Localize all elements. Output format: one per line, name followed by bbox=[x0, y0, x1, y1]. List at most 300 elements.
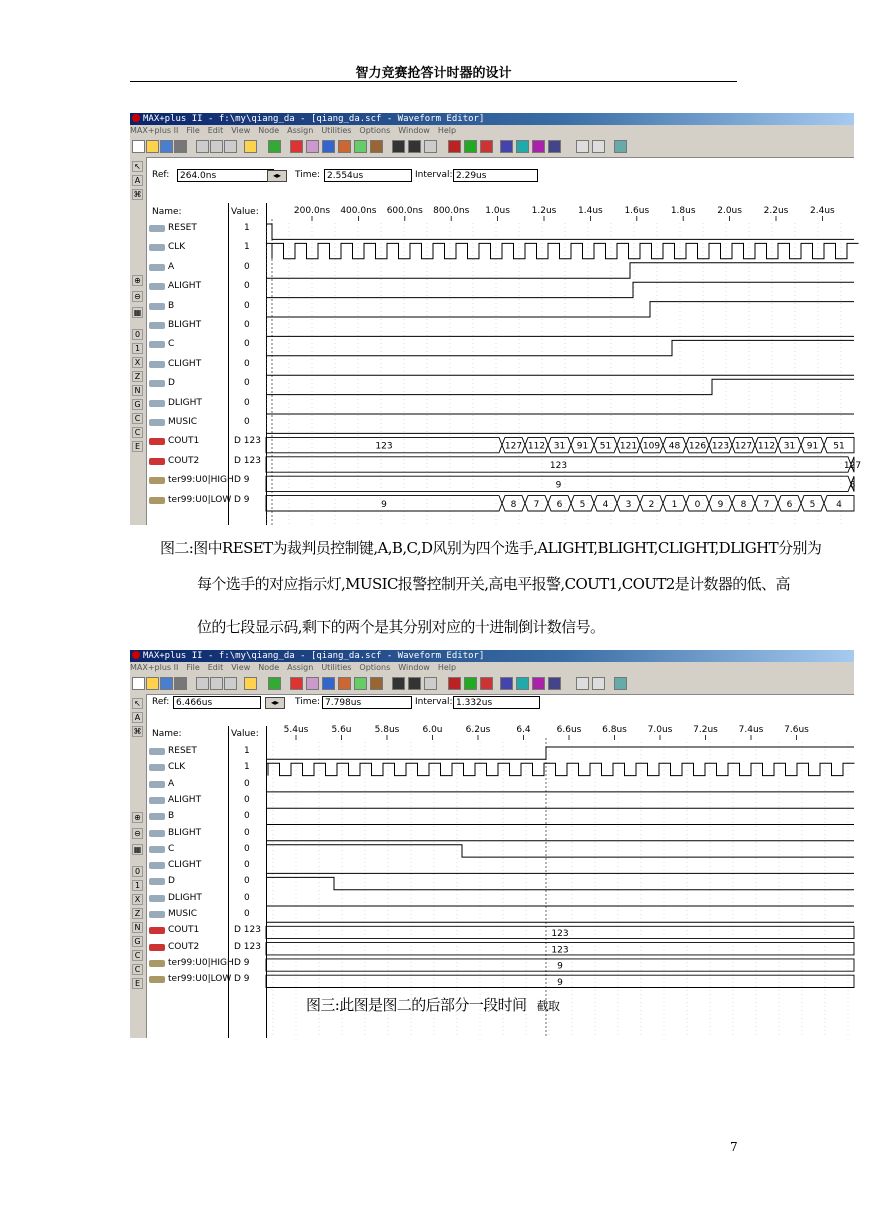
toolbar-button[interactable] bbox=[392, 140, 405, 153]
pin-icon bbox=[149, 380, 165, 387]
side-tool-icon[interactable]: E bbox=[132, 978, 143, 989]
toolbar-button[interactable] bbox=[196, 140, 209, 153]
toolbar-button[interactable] bbox=[480, 677, 493, 690]
bus-value-label: 31 bbox=[783, 441, 796, 452]
page-number: 7 bbox=[730, 1140, 738, 1154]
menu-item[interactable]: Assign bbox=[287, 663, 314, 672]
signal-name[interactable]: D bbox=[168, 378, 175, 389]
side-tool-icon[interactable]: ⊖ bbox=[132, 291, 143, 302]
toolbar-button[interactable] bbox=[448, 677, 461, 690]
side-tool-icon[interactable]: Z bbox=[132, 371, 143, 382]
time-tick-label: 5.6u bbox=[331, 725, 352, 735]
ref-arrows-button[interactable]: ◂▸ bbox=[265, 697, 285, 709]
name-header: Name: bbox=[152, 207, 182, 217]
toolbar-button[interactable] bbox=[338, 140, 351, 153]
page-header: 智力竞赛抢答计时器的设计 bbox=[355, 66, 512, 81]
bus-value-label: 127 bbox=[734, 441, 753, 452]
interval-field[interactable]: 1.332us bbox=[453, 696, 540, 709]
signal-value: 0 bbox=[244, 300, 250, 311]
toolbar-button[interactable] bbox=[224, 677, 237, 690]
time-tick-label: 600.0ns bbox=[386, 206, 423, 216]
toolbar-button[interactable] bbox=[306, 140, 319, 153]
side-tool-icon[interactable]: Z bbox=[132, 908, 143, 919]
bus-value-label: 9 bbox=[557, 961, 563, 972]
toolbar-button[interactable] bbox=[424, 140, 437, 153]
clk-waveform bbox=[266, 243, 859, 258]
toolbar bbox=[130, 137, 854, 158]
pin-icon bbox=[149, 830, 165, 837]
menu-item[interactable]: Help bbox=[437, 126, 457, 135]
signal-name[interactable]: COUT2 bbox=[168, 455, 200, 466]
toolbar-button[interactable] bbox=[132, 677, 145, 690]
name-column bbox=[146, 726, 234, 1038]
toolbar-button[interactable] bbox=[532, 677, 545, 690]
menu-item[interactable]: Window bbox=[398, 126, 430, 135]
interval-field[interactable]: 2.29us bbox=[453, 169, 538, 182]
toolbar-button[interactable] bbox=[370, 140, 383, 153]
pin-icon bbox=[149, 764, 165, 771]
bus-value-label: 8 bbox=[510, 499, 517, 510]
pin-icon bbox=[149, 419, 165, 426]
toolbar-button[interactable] bbox=[516, 677, 529, 690]
pin-icon bbox=[149, 264, 165, 271]
bus-value-label: 126 bbox=[688, 441, 707, 452]
side-tool-icon[interactable]: C bbox=[132, 964, 143, 975]
signal-value: 0 bbox=[244, 358, 250, 369]
toolbar-button[interactable] bbox=[548, 677, 561, 690]
signal-waveform bbox=[266, 379, 854, 394]
toolbar-button[interactable] bbox=[500, 677, 513, 690]
menu-item[interactable]: Utilities bbox=[321, 126, 352, 135]
time-tick-label: 7.2us bbox=[693, 725, 718, 735]
time-tick-label: 7.6us bbox=[784, 725, 809, 735]
ref-label: Ref: bbox=[152, 170, 170, 180]
value-header: Value: bbox=[231, 729, 259, 739]
side-tool-icon[interactable]: ⊕ bbox=[132, 812, 143, 823]
signal-waveform bbox=[266, 877, 854, 889]
signal-value: 0 bbox=[244, 876, 250, 887]
time-tick-label: 6.8us bbox=[602, 725, 627, 735]
signal-value: 0 bbox=[244, 339, 250, 350]
toolbar-button[interactable] bbox=[424, 677, 437, 690]
side-tool-icon[interactable]: G bbox=[132, 399, 143, 410]
signal-value: D 9 bbox=[234, 974, 250, 985]
toolbar-button[interactable] bbox=[160, 677, 173, 690]
menu-item[interactable]: Options bbox=[359, 126, 391, 135]
toolbar-button[interactable] bbox=[592, 677, 605, 690]
signal-name[interactable]: D bbox=[168, 876, 175, 887]
caption-line: 图二:图中RESET为裁判员控制键,A,B,C,D风别为四个选手,ALIGHT,BLIGHT,CLIGHT,DLIGHT分别为 bbox=[160, 539, 822, 557]
signal-waveform bbox=[266, 845, 854, 857]
signal-name[interactable]: DLIGHT bbox=[168, 892, 202, 903]
signal-name[interactable]: C bbox=[168, 339, 175, 350]
time-tick-label: 5.8us bbox=[374, 725, 400, 735]
menu-item[interactable]: Edit bbox=[207, 663, 224, 672]
signal-name[interactable]: A bbox=[168, 261, 175, 272]
side-tool-icon[interactable]: N bbox=[132, 385, 143, 396]
side-tool-icon[interactable]: N bbox=[132, 922, 143, 933]
toolbar-button[interactable] bbox=[210, 140, 223, 153]
interval-label: Interval: bbox=[415, 170, 453, 180]
signal-value: D 123 bbox=[234, 455, 261, 466]
pin-icon bbox=[149, 303, 165, 310]
bus-value-label: 123 bbox=[711, 441, 730, 452]
signal-name[interactable]: BLIGHT bbox=[168, 320, 202, 330]
signal-name[interactable]: CLK bbox=[168, 242, 186, 253]
signal-waveform bbox=[266, 302, 854, 317]
signal-value: 0 bbox=[244, 320, 250, 330]
signal-name[interactable]: CLIGHT bbox=[168, 860, 202, 871]
app-icon bbox=[132, 651, 140, 659]
menu-item[interactable]: File bbox=[186, 126, 200, 135]
value-header: Value: bbox=[231, 207, 259, 217]
side-tool-icon[interactable]: C bbox=[132, 413, 143, 424]
signal-waveform bbox=[266, 747, 854, 759]
bus-value-label: 5 bbox=[809, 499, 816, 510]
clk-waveform bbox=[266, 763, 855, 775]
pin-icon bbox=[149, 477, 165, 484]
menu-item[interactable]: MAX+plus II bbox=[130, 663, 179, 672]
side-tool-icon[interactable]: ⌘ bbox=[133, 190, 142, 199]
signal-name[interactable]: COUT1 bbox=[168, 925, 200, 936]
toolbar-button[interactable] bbox=[576, 140, 589, 153]
time-tick-label: 200.0ns bbox=[293, 206, 331, 216]
caption-line: 位的七段显示码,剩下的两个是其分别对应的十进制倒计数信号。 bbox=[197, 618, 605, 636]
side-tool-icon[interactable]: ▦ bbox=[133, 308, 142, 317]
time-tick-label: 1.6us bbox=[624, 206, 650, 216]
window-title: MAX+plus II - f:\my\qiang_da - [qiang_da.scf - Waveform Editor] bbox=[143, 114, 485, 124]
caption-text: 图三:此图是图二的后部分一段时间 bbox=[306, 996, 527, 1014]
pin-icon bbox=[149, 438, 165, 445]
time-tick-label: 5.4us bbox=[283, 725, 309, 735]
pin-icon bbox=[149, 283, 165, 290]
value-column bbox=[228, 726, 267, 1038]
time-tick-label: 1.0us bbox=[485, 206, 510, 216]
toolbar-button[interactable] bbox=[480, 140, 493, 153]
pin-icon bbox=[149, 813, 165, 820]
toolbar-button[interactable] bbox=[408, 677, 421, 690]
menu-item[interactable]: Edit bbox=[207, 126, 224, 135]
toolbar-button[interactable] bbox=[532, 140, 545, 153]
signal-value: 0 bbox=[244, 843, 250, 854]
signal-value: 1 bbox=[244, 242, 250, 253]
signal-value: 0 bbox=[244, 892, 250, 903]
waveform-area[interactable] bbox=[266, 726, 854, 1038]
side-tool-icon[interactable]: ⊕ bbox=[132, 275, 143, 286]
side-tool-icon[interactable]: C bbox=[132, 950, 143, 961]
menu-item[interactable]: Options bbox=[359, 663, 391, 672]
time-tick-label: 7.4us bbox=[738, 725, 764, 735]
waveform-svg bbox=[266, 726, 854, 1038]
signal-value: D 9 bbox=[234, 957, 250, 968]
signal-name[interactable]: ter99:U0|HIGH bbox=[168, 475, 234, 486]
bus-value-label: 9 bbox=[381, 499, 387, 510]
toolbar-button[interactable] bbox=[464, 677, 477, 690]
signal-name[interactable]: BLIGHT bbox=[168, 827, 202, 838]
toolbar-button[interactable] bbox=[244, 140, 257, 153]
toolbar-button[interactable] bbox=[306, 677, 319, 690]
toolbar-button[interactable] bbox=[370, 677, 383, 690]
bus-value-label: 0 bbox=[694, 499, 701, 510]
toolbar-button[interactable] bbox=[592, 140, 605, 153]
menu-item[interactable]: Assign bbox=[287, 126, 314, 135]
tool-sidebar bbox=[130, 694, 147, 1038]
signal-name[interactable]: RESET bbox=[168, 746, 197, 756]
bus-value-label: 91 bbox=[576, 441, 589, 452]
toolbar-button[interactable] bbox=[576, 677, 589, 690]
side-tool-icon[interactable]: 1 bbox=[132, 880, 143, 891]
bus-value-label: 123 bbox=[375, 441, 393, 452]
signal-name[interactable]: ter99:U0|LOW bbox=[168, 494, 232, 505]
pin-icon bbox=[149, 244, 165, 251]
ref-field[interactable]: 6.466us bbox=[173, 696, 261, 709]
app-icon bbox=[132, 114, 140, 122]
signal-value: 0 bbox=[244, 778, 250, 789]
side-tool-icon[interactable]: A bbox=[132, 712, 143, 723]
window-title-bar bbox=[130, 650, 854, 662]
pin-icon bbox=[149, 878, 165, 885]
bus-value-label: 4 bbox=[836, 499, 842, 510]
time-tick-label: 1.8us bbox=[670, 206, 696, 216]
waveform-area[interactable] bbox=[266, 203, 862, 525]
toolbar-button[interactable] bbox=[268, 677, 281, 690]
menu-item[interactable]: View bbox=[231, 126, 251, 135]
time-field[interactable]: 7.798us bbox=[322, 696, 412, 709]
pin-icon bbox=[149, 225, 165, 232]
bus-value-label: 9 bbox=[557, 977, 563, 988]
time-field[interactable]: 2.554us bbox=[324, 169, 412, 182]
signal-name[interactable]: ter99:U0|LOW bbox=[168, 974, 232, 985]
toolbar-button[interactable] bbox=[322, 677, 335, 690]
toolbar-button[interactable] bbox=[160, 140, 173, 153]
toolbar-button[interactable] bbox=[268, 140, 281, 153]
side-tool-icon[interactable]: ⊖ bbox=[132, 828, 143, 839]
toolbar-button[interactable] bbox=[354, 677, 367, 690]
signal-name[interactable]: DLIGHT bbox=[168, 397, 202, 408]
side-tool-icon[interactable]: X bbox=[132, 357, 143, 368]
signal-value: 0 bbox=[244, 417, 250, 427]
pin-icon bbox=[149, 458, 165, 465]
time-tick-label: 1.2us bbox=[531, 206, 557, 216]
menu-item[interactable]: MAX+plus II bbox=[130, 126, 179, 135]
bus-value-label: 127 bbox=[843, 461, 862, 471]
side-tool-icon[interactable]: A bbox=[132, 175, 143, 186]
toolbar-button[interactable] bbox=[174, 140, 187, 153]
side-tool-icon[interactable]: ↖ bbox=[132, 161, 143, 172]
signal-value: 0 bbox=[244, 811, 250, 822]
ref-arrows-button[interactable]: ◂▸ bbox=[267, 170, 287, 182]
bus-value-label: 48 bbox=[668, 441, 681, 452]
toolbar-button[interactable] bbox=[614, 677, 627, 690]
toolbar-button[interactable] bbox=[290, 140, 303, 153]
bus-value-label: 9 bbox=[555, 480, 562, 491]
bus-value-label: 9 bbox=[717, 499, 724, 510]
side-tool-icon[interactable]: X bbox=[132, 894, 143, 905]
name-column bbox=[146, 203, 234, 525]
bus-value-label: 31 bbox=[553, 441, 566, 452]
time-tick-label: 6.2us bbox=[465, 725, 491, 735]
menu-bar bbox=[130, 125, 854, 137]
time-tick-label: 6.6us bbox=[556, 725, 582, 735]
bus-value-label: 112 bbox=[527, 441, 546, 452]
toolbar-button[interactable] bbox=[500, 140, 513, 153]
bus-value-label: 112 bbox=[757, 441, 776, 452]
toolbar-button[interactable] bbox=[146, 140, 159, 153]
pin-icon bbox=[149, 846, 165, 853]
bus-value-label: 1 bbox=[671, 499, 678, 510]
signal-name[interactable]: ter99:U0|HIGH bbox=[168, 957, 234, 968]
pin-icon bbox=[149, 748, 165, 755]
menu-item[interactable]: Help bbox=[437, 663, 457, 672]
signal-value: 0 bbox=[244, 860, 250, 871]
toolbar-button[interactable] bbox=[196, 677, 209, 690]
signal-value: 0 bbox=[244, 909, 250, 919]
ref-field[interactable]: 264.0ns bbox=[177, 169, 274, 182]
pin-icon bbox=[149, 911, 165, 918]
toolbar-button[interactable] bbox=[146, 677, 159, 690]
bus-value-label: 123 bbox=[551, 928, 569, 939]
bus-value-label: 8 bbox=[740, 499, 747, 510]
time-label: Time: bbox=[295, 697, 321, 707]
time-tick-label: 6.0u bbox=[422, 725, 443, 735]
time-tick-label: 800.0ns bbox=[433, 206, 470, 216]
signal-name[interactable]: B bbox=[168, 300, 175, 311]
pin-icon bbox=[149, 862, 165, 869]
pin-icon bbox=[149, 927, 165, 934]
pin-icon bbox=[149, 400, 165, 407]
interval-label: Interval: bbox=[415, 697, 453, 707]
bus-value-label: 91 bbox=[806, 441, 819, 452]
time-tick-label: 2.2us bbox=[763, 206, 789, 216]
pin-icon bbox=[149, 341, 165, 348]
menu-item[interactable]: File bbox=[186, 663, 200, 672]
time-tick-label: 6.4 bbox=[516, 725, 531, 735]
signal-name[interactable]: MUSIC bbox=[168, 417, 198, 427]
toolbar-button[interactable] bbox=[548, 140, 561, 153]
toolbar bbox=[130, 674, 854, 695]
toolbar-button[interactable] bbox=[614, 140, 627, 153]
side-tool-icon[interactable]: G bbox=[132, 936, 143, 947]
bus-value-label: 7 bbox=[763, 499, 770, 510]
time-tick-label: 400.0ns bbox=[340, 206, 377, 216]
signal-name[interactable]: COUT2 bbox=[168, 941, 200, 952]
figure-3-caption bbox=[306, 994, 559, 1015]
bus-value-label: 8 bbox=[849, 480, 856, 491]
toolbar-button[interactable] bbox=[244, 677, 257, 690]
signal-value: D 9 bbox=[234, 494, 250, 505]
toolbar-button[interactable] bbox=[322, 140, 335, 153]
signal-value: 0 bbox=[244, 794, 250, 805]
name-header: Name: bbox=[152, 729, 182, 739]
header-rule bbox=[130, 81, 737, 82]
waveform-svg bbox=[266, 203, 862, 525]
signal-name[interactable]: CLK bbox=[168, 762, 186, 773]
time-tick-label: 1.4us bbox=[578, 206, 603, 216]
toolbar-button[interactable] bbox=[408, 140, 421, 153]
bus-value-label: 6 bbox=[556, 499, 563, 510]
signal-value: 0 bbox=[244, 261, 250, 272]
pin-icon bbox=[149, 960, 165, 967]
signal-name[interactable]: COUT1 bbox=[168, 436, 200, 447]
value-column bbox=[228, 203, 267, 525]
toolbar-button[interactable] bbox=[210, 677, 223, 690]
side-tool-icon[interactable]: 0 bbox=[132, 329, 143, 340]
bus-value-label: 5 bbox=[579, 499, 586, 510]
window-title: MAX+plus II - f:\my\qiang_da - [qiang_da.scf - Waveform Editor] bbox=[143, 651, 485, 661]
signal-value: D 123 bbox=[234, 436, 261, 447]
menu-item[interactable]: View bbox=[231, 663, 251, 672]
pin-icon bbox=[149, 781, 165, 788]
time-tick-label: 2.0us bbox=[717, 206, 742, 216]
bus-value-label: 7 bbox=[533, 499, 540, 510]
toolbar-button[interactable] bbox=[464, 140, 477, 153]
toolbar-button[interactable] bbox=[448, 140, 461, 153]
signal-value: 1 bbox=[244, 746, 250, 756]
toolbar-button[interactable] bbox=[224, 140, 237, 153]
menu-item[interactable]: Utilities bbox=[321, 663, 352, 672]
bus-value-label: 3 bbox=[625, 499, 632, 510]
signal-name[interactable]: MUSIC bbox=[168, 909, 198, 919]
pin-icon bbox=[149, 976, 165, 983]
pin-icon bbox=[149, 497, 165, 504]
signal-name[interactable]: A bbox=[168, 778, 175, 789]
toolbar-button[interactable] bbox=[132, 140, 145, 153]
bus-value-label: 127 bbox=[504, 441, 523, 452]
toolbar-button[interactable] bbox=[354, 140, 367, 153]
signal-name[interactable]: ALIGHT bbox=[168, 794, 202, 805]
side-tool-icon[interactable]: E bbox=[132, 441, 143, 452]
side-tool-icon[interactable]: C bbox=[132, 427, 143, 438]
signal-name[interactable]: ALIGHT bbox=[168, 281, 202, 292]
bus-value-label: 51 bbox=[599, 441, 612, 452]
toolbar-button[interactable] bbox=[338, 677, 351, 690]
figure-3-screenshot bbox=[130, 650, 854, 1038]
bus-value-label: 121 bbox=[619, 441, 638, 452]
menu-item[interactable]: Window bbox=[398, 663, 430, 672]
caption-suffix: 截取 bbox=[536, 999, 560, 1013]
caption-line: 每个选手的对应指示灯,MUSIC报警控制开关,高电平报警,COUT1,COUT2是计数器的低、高 bbox=[197, 575, 790, 593]
pin-icon bbox=[149, 797, 165, 804]
signal-value: 1 bbox=[244, 223, 250, 233]
pin-icon bbox=[149, 944, 165, 951]
time-label: Time: bbox=[295, 170, 321, 180]
signal-waveform bbox=[266, 224, 854, 239]
side-tool-icon[interactable]: ⌘ bbox=[133, 727, 142, 736]
signal-value: 0 bbox=[244, 397, 250, 408]
signal-value: D 9 bbox=[234, 475, 250, 486]
side-tool-icon[interactable]: 1 bbox=[132, 343, 143, 354]
toolbar-button[interactable] bbox=[174, 677, 187, 690]
side-tool-icon[interactable]: ↖ bbox=[132, 698, 143, 709]
menu-bar bbox=[130, 662, 854, 674]
ref-label: Ref: bbox=[152, 697, 170, 707]
toolbar-button[interactable] bbox=[516, 140, 529, 153]
toolbar-button[interactable] bbox=[392, 677, 405, 690]
signal-name[interactable]: C bbox=[168, 843, 175, 854]
signal-name[interactable]: CLIGHT bbox=[168, 358, 202, 369]
tool-sidebar bbox=[130, 157, 147, 525]
menu-item[interactable]: Node bbox=[258, 126, 280, 135]
bus-value-label: 6 bbox=[786, 499, 793, 510]
menu-item[interactable]: Node bbox=[258, 663, 280, 672]
signal-value: D 123 bbox=[234, 925, 261, 936]
signal-name[interactable]: B bbox=[168, 811, 175, 822]
signal-name[interactable]: RESET bbox=[168, 223, 197, 233]
side-tool-icon[interactable]: 0 bbox=[132, 866, 143, 877]
toolbar-button[interactable] bbox=[290, 677, 303, 690]
signal-value: D 123 bbox=[234, 941, 261, 952]
side-tool-icon[interactable]: ▦ bbox=[133, 845, 142, 854]
